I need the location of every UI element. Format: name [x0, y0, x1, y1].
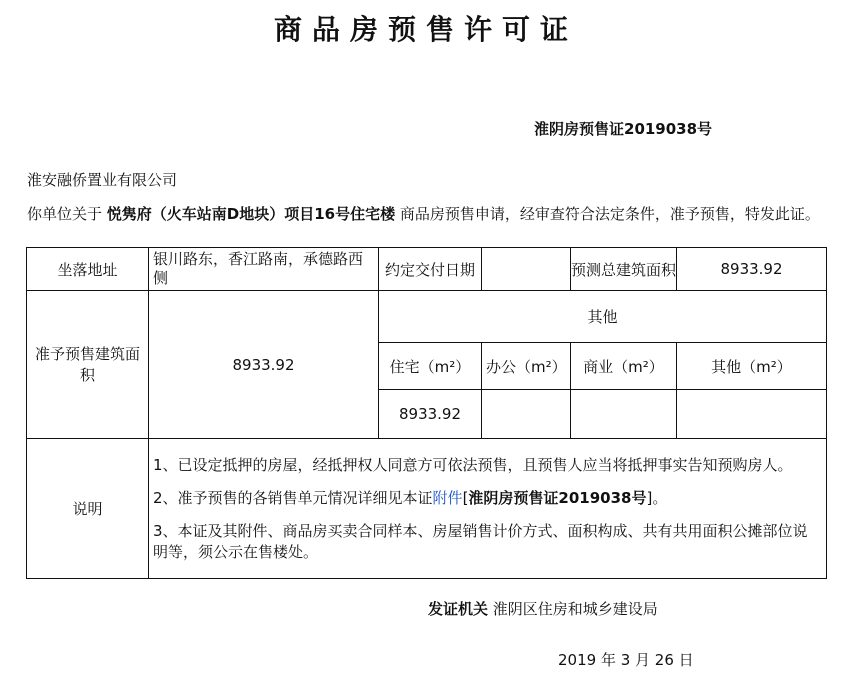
- project-name: 悦隽府（火车站南D地块）项目16号住宅楼: [106, 205, 396, 223]
- permit-table: [26, 247, 827, 579]
- col-office: 办公（m²）: [482, 343, 571, 390]
- location-value: 银川路东，香江路南，承德路西侧: [149, 248, 379, 291]
- note-3: 3、本证及其附件、商品房买卖合同样本、房屋销售计价方式、面积构成、共有共用面积公摊部位说明等，须公示在售楼处。: [153, 521, 808, 561]
- col-residential: 住宅（m²）: [379, 343, 482, 390]
- presale-area-label: 准予预售建筑面积: [27, 291, 149, 439]
- note-2: [153, 488, 822, 509]
- col-other: 其他（m²）: [677, 343, 827, 390]
- delivery-date-value: [482, 248, 571, 291]
- val-office: [482, 390, 571, 439]
- issue-date: 2019 年 3 月 26 日: [558, 651, 694, 669]
- other-header: 其他: [379, 291, 827, 343]
- val-residential: 8933.92: [379, 390, 482, 439]
- val-commercial: [571, 390, 677, 439]
- intro-suffix: 商品房预售申请，经审查符合法定条件，准予预售，特发此证。: [399, 205, 820, 223]
- notes-cell: [149, 439, 827, 579]
- issuing-authority: [428, 598, 658, 619]
- total-area-label: [571, 248, 677, 291]
- total-area-label-text: 预测总建筑面积: [571, 260, 677, 279]
- note-2-bracket-open: [: [462, 488, 469, 507]
- location-label: 坐落地址: [27, 248, 149, 291]
- attachment-link[interactable]: 附件: [432, 488, 463, 507]
- note-1: 1、已设定抵押的房屋，经抵押权人同意方可依法预售，且预售人应当将抵押事实告知预购房人。: [153, 455, 793, 474]
- val-other: [677, 390, 827, 439]
- page-title: 商品房预售许可证: [273, 13, 578, 46]
- note-2-cert-number: 淮阴房预售证2019038号: [468, 488, 647, 507]
- issuer-label: 发证机关: [428, 600, 489, 618]
- note-2-prefix: 2、准予预售的各销售单元情况详细见本证: [153, 488, 433, 507]
- delivery-date-label: 约定交付日期: [379, 248, 482, 291]
- col-commercial: 商业（m²）: [571, 343, 677, 390]
- notes-label: 说明: [27, 439, 149, 579]
- note-2-suffix: ]。: [646, 488, 668, 507]
- presale-area-value: 8933.92: [149, 291, 379, 439]
- certificate-number: 淮阴房预售证2019038号: [534, 120, 713, 138]
- total-area-value: 8933.92: [677, 248, 827, 291]
- issuer-name: 淮阴区住房和城乡建设局: [492, 600, 658, 618]
- intro-paragraph: [27, 204, 827, 225]
- intro-prefix: 你单位关于: [27, 205, 103, 223]
- company-name: 淮安融侨置业有限公司: [27, 171, 178, 189]
